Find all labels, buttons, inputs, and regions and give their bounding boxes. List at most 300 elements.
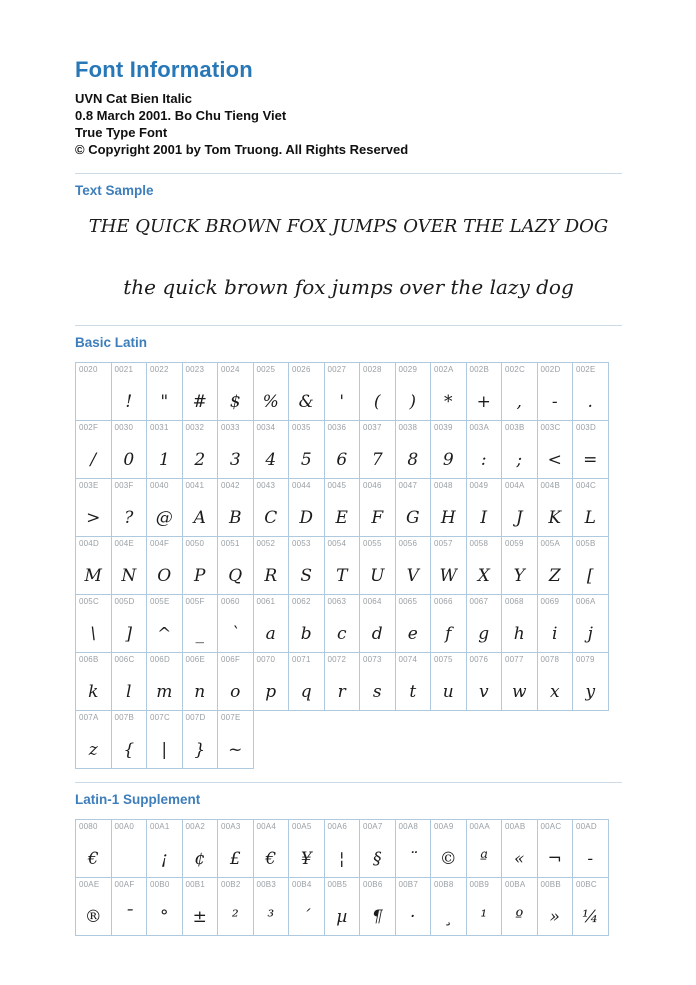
char-cell	[147, 711, 183, 769]
glyph-sample: H	[440, 508, 456, 528]
glyph-sample: z	[88, 740, 98, 760]
code-point-label: 0079	[576, 655, 595, 664]
char-cell	[111, 820, 147, 878]
code-point-label: 00A1	[150, 822, 170, 831]
code-point-label: 005F	[185, 597, 205, 606]
glyph-sample: \	[90, 624, 97, 644]
code-point-label: 0023	[185, 365, 205, 374]
code-point-label: 0069	[540, 597, 560, 606]
glyph-sample: 6	[336, 450, 348, 470]
char-cell	[466, 421, 502, 479]
glyph-sample: )	[409, 392, 417, 412]
code-point-label: 002D	[540, 365, 561, 374]
section-label-basic-latin: Basic Latin	[75, 335, 148, 350]
code-point-label: 0080	[79, 822, 98, 831]
char-cell	[324, 479, 360, 537]
code-point-label: 0055	[363, 539, 382, 548]
glyph-sample: .	[587, 392, 593, 412]
char-cell	[573, 653, 609, 711]
glyph-sample: €	[265, 849, 277, 869]
code-point-label: 006D	[150, 655, 170, 664]
char-cell	[111, 537, 147, 595]
glyph-sample: h	[513, 624, 525, 644]
glyph-sample: -	[587, 849, 594, 869]
code-point-label: 004E	[114, 539, 134, 548]
char-cell	[111, 711, 147, 769]
glyph-sample: ^	[157, 624, 172, 644]
char-cell	[431, 820, 467, 878]
glyph-sample: ·	[410, 907, 416, 927]
font-type: True Type Font	[75, 125, 168, 140]
code-point-label: 00A2	[185, 822, 205, 831]
char-cell	[395, 537, 431, 595]
char-cell	[182, 421, 218, 479]
code-point-label: 00BC	[576, 880, 597, 889]
code-point-label: 004C	[576, 481, 596, 490]
char-cell	[324, 878, 360, 936]
code-point-label: 0032	[185, 423, 205, 432]
char-cell	[147, 421, 183, 479]
glyph-sample: 3	[229, 450, 241, 470]
glyph-sample: ¼	[582, 907, 599, 927]
char-cell	[324, 363, 360, 421]
glyph-sample: ¸	[444, 907, 453, 927]
code-point-label: 0041	[185, 481, 205, 490]
code-point-label: 0058	[469, 539, 489, 548]
code-point-label: 00A4	[256, 822, 276, 831]
glyph-sample: '	[339, 392, 345, 412]
char-cell	[360, 363, 396, 421]
glyph-sample: >	[86, 508, 101, 528]
glyph-sample: M	[84, 566, 102, 586]
code-point-label: 00B1	[185, 880, 205, 889]
char-cell	[395, 479, 431, 537]
code-point-label: 0021	[114, 365, 134, 374]
glyph-sample: D	[299, 508, 314, 528]
glyph-sample: ®	[84, 907, 102, 927]
char-cell	[360, 878, 396, 936]
code-point-label: 0027	[327, 365, 347, 374]
glyph-sample: N	[121, 566, 137, 586]
code-point-label: 00B4	[292, 880, 312, 889]
glyph-sample: ¢	[194, 849, 206, 869]
char-cell	[147, 479, 183, 537]
code-point-label: 0053	[292, 539, 311, 548]
char-cell	[466, 479, 502, 537]
code-point-label: 003D	[576, 423, 596, 432]
char-cell	[253, 653, 289, 711]
char-cell	[360, 479, 396, 537]
code-point-label: 00A8	[398, 822, 418, 831]
char-cell	[76, 878, 112, 936]
glyph-sample: ?	[124, 508, 134, 528]
code-point-label: 00AE	[79, 880, 100, 889]
char-cell	[431, 421, 467, 479]
code-point-label: 0036	[327, 423, 347, 432]
glyph-sample: *	[444, 392, 453, 412]
code-point-label: 004D	[79, 539, 99, 548]
code-point-label: 0078	[540, 655, 560, 664]
char-row	[76, 421, 609, 479]
glyph-sample: a	[265, 624, 276, 644]
char-cell	[431, 479, 467, 537]
char-cell	[431, 878, 467, 936]
code-point-label: 0072	[327, 655, 347, 664]
glyph-sample: ª	[479, 849, 488, 869]
glyph-sample: V	[406, 566, 419, 586]
glyph-sample: d	[371, 624, 383, 644]
code-point-label: 00AF	[114, 880, 135, 889]
char-cell	[218, 363, 254, 421]
glyph-sample: -	[551, 392, 558, 412]
code-point-label: 005C	[79, 597, 99, 606]
char-cell	[111, 595, 147, 653]
char-cell	[502, 820, 538, 878]
text-sample-lowercase: the quick brown fox jumps over the lazy dog	[123, 275, 574, 299]
char-cell	[502, 363, 538, 421]
char-cell	[360, 537, 396, 595]
char-cell	[360, 820, 396, 878]
char-cell	[289, 595, 325, 653]
char-cell	[218, 653, 254, 711]
code-point-label: 006B	[79, 655, 99, 664]
char-cell	[537, 653, 573, 711]
glyph-sample: <	[547, 450, 562, 470]
code-point-label: 00A7	[363, 822, 383, 831]
char-row	[76, 820, 609, 878]
code-point-label: 0051	[221, 539, 240, 548]
glyph-sample: ²	[231, 907, 239, 927]
code-point-label: 00B8	[434, 880, 454, 889]
glyph-sample: u	[442, 682, 454, 702]
char-cell	[111, 363, 147, 421]
char-cell	[289, 363, 325, 421]
glyph-sample: 4	[265, 450, 277, 470]
char-cell	[253, 479, 289, 537]
code-point-label: 0020	[79, 365, 98, 374]
glyph-sample: {	[123, 740, 135, 760]
glyph-sample: &	[298, 392, 314, 412]
code-point-label: 0047	[398, 481, 418, 490]
char-row	[76, 595, 609, 653]
char-cell	[431, 363, 467, 421]
glyph-sample: Q	[228, 566, 243, 586]
char-cell	[431, 653, 467, 711]
char-cell	[324, 537, 360, 595]
glyph-sample: (	[373, 392, 381, 412]
char-cell	[502, 421, 538, 479]
glyph-sample: T	[336, 566, 348, 586]
code-point-label: 00B9	[469, 880, 489, 889]
glyph-sample: ±	[192, 907, 207, 927]
code-point-label: 0062	[292, 597, 311, 606]
char-cell	[218, 421, 254, 479]
glyph-sample: °	[160, 907, 169, 927]
char-cell	[537, 363, 573, 421]
char-cell	[111, 479, 147, 537]
font-copyright: © Copyright 2001 by Tom Truong. All Rights Reserved	[75, 142, 409, 157]
glyph-sample: q	[300, 682, 312, 702]
code-point-label: 0048	[434, 481, 453, 490]
code-point-label: 0034	[256, 423, 276, 432]
char-cell	[537, 479, 573, 537]
code-point-label: 0042	[221, 481, 240, 490]
char-cell	[147, 878, 183, 936]
code-point-label: 00BA	[505, 880, 526, 889]
glyph-sample: i	[552, 624, 558, 644]
section-divider	[75, 325, 622, 326]
glyph-sample: c	[336, 624, 347, 644]
section-divider	[75, 782, 622, 783]
glyph-sample: /	[90, 450, 97, 470]
glyph-sample: b	[300, 624, 312, 644]
char-cell	[395, 595, 431, 653]
code-point-label: 0073	[363, 655, 382, 664]
glyph-sample: ©	[439, 849, 457, 869]
char-cell	[76, 711, 112, 769]
glyph-sample: ¥	[300, 849, 312, 869]
code-point-label: 004F	[150, 539, 170, 548]
char-cell	[360, 421, 396, 479]
char-cell	[111, 653, 147, 711]
char-cell	[395, 421, 431, 479]
char-cell	[289, 537, 325, 595]
glyph-sample: ]	[125, 624, 133, 644]
glyph-sample: %	[262, 392, 279, 412]
char-row	[76, 878, 609, 936]
code-point-label: 00A0	[114, 822, 134, 831]
char-cell	[147, 820, 183, 878]
glyph-sample: L	[584, 508, 596, 528]
glyph-sample: U	[370, 566, 385, 586]
code-point-label: 00A5	[292, 822, 312, 831]
code-point-label: 0028	[363, 365, 382, 374]
glyph-sample: ¬	[547, 849, 562, 869]
code-point-label: 006E	[185, 655, 205, 664]
char-cell	[502, 537, 538, 595]
char-cell	[147, 653, 183, 711]
glyph-sample	[112, 868, 147, 877]
code-point-label: 0074	[398, 655, 418, 664]
glyph-sample: «	[514, 849, 525, 869]
char-row	[76, 537, 609, 595]
char-cell	[324, 653, 360, 711]
char-cell	[324, 820, 360, 878]
glyph-sample: n	[194, 682, 206, 702]
code-point-label: 002F	[79, 423, 99, 432]
glyph-sample: ¨	[408, 849, 417, 869]
char-cell	[218, 479, 254, 537]
char-cell	[466, 878, 502, 936]
code-point-label: 0024	[221, 365, 240, 374]
code-point-label: 003F	[114, 481, 134, 490]
code-point-label: 005D	[114, 597, 135, 606]
code-point-label: 007B	[114, 713, 134, 722]
code-point-label: 0066	[434, 597, 453, 606]
char-cell	[537, 421, 573, 479]
glyph-sample: ¶	[371, 907, 383, 927]
code-point-label: 0049	[469, 481, 489, 490]
glyph-sample: B	[229, 508, 242, 528]
basic-latin-char-grid	[75, 362, 609, 769]
char-cell	[218, 711, 254, 769]
code-point-label: 0054	[327, 539, 347, 548]
glyph-sample: 2	[194, 450, 206, 470]
code-point-label: 004B	[540, 481, 560, 490]
code-point-label: 0045	[327, 481, 347, 490]
glyph-sample: 1	[158, 450, 170, 470]
char-cell	[502, 653, 538, 711]
glyph-sample: »	[549, 907, 560, 927]
char-cell	[573, 537, 609, 595]
glyph-sample: s	[372, 682, 382, 702]
code-point-label: 003A	[469, 423, 489, 432]
code-point-label: 006A	[576, 597, 596, 606]
code-point-label: 0050	[185, 539, 205, 548]
char-cell	[537, 820, 573, 878]
char-cell	[253, 595, 289, 653]
page-title: Font Information	[75, 57, 253, 82]
glyph-sample: #	[192, 392, 207, 412]
char-cell	[111, 878, 147, 936]
code-point-label: 0059	[505, 539, 524, 548]
glyph-sample: :	[480, 450, 487, 470]
code-point-label: 0076	[469, 655, 489, 664]
char-cell	[502, 595, 538, 653]
char-cell	[289, 878, 325, 936]
glyph-sample: e	[407, 624, 418, 644]
char-cell	[573, 820, 609, 878]
char-cell	[573, 421, 609, 479]
char-cell	[76, 421, 112, 479]
glyph-sample: R	[264, 566, 278, 586]
glyph-sample: "	[160, 392, 169, 412]
char-cell	[395, 878, 431, 936]
code-point-label: 00AC	[540, 822, 562, 831]
code-point-label: 006C	[114, 655, 135, 664]
code-point-label: 00AB	[505, 822, 526, 831]
glyph-sample: 9	[442, 450, 454, 470]
glyph-sample: }	[194, 740, 206, 760]
section-divider	[75, 173, 622, 174]
char-cell	[253, 878, 289, 936]
code-point-label: 0026	[292, 365, 311, 374]
code-point-label: 00B3	[256, 880, 276, 889]
code-point-label: 005A	[540, 539, 560, 548]
char-row	[76, 479, 609, 537]
char-cell	[182, 653, 218, 711]
glyph-sample: w	[511, 682, 527, 702]
glyph-sample: f	[445, 624, 452, 644]
char-cell	[466, 537, 502, 595]
char-cell	[218, 595, 254, 653]
char-cell	[76, 479, 112, 537]
char-cell	[395, 653, 431, 711]
code-point-label: 00B0	[150, 880, 170, 889]
code-point-label: 00B5	[327, 880, 347, 889]
code-point-label: 0033	[221, 423, 240, 432]
char-row	[76, 363, 609, 421]
glyph-sample: Y	[513, 566, 525, 586]
glyph-sample: l	[126, 682, 132, 702]
char-cell	[76, 820, 112, 878]
char-cell	[466, 595, 502, 653]
code-point-label: 007C	[150, 713, 170, 722]
char-cell	[76, 653, 112, 711]
code-point-label: 0070	[256, 655, 276, 664]
code-point-label: 0071	[292, 655, 311, 664]
char-cell	[76, 595, 112, 653]
code-point-label: 002B	[469, 365, 489, 374]
char-cell	[218, 820, 254, 878]
char-cell	[537, 878, 573, 936]
glyph-sample: ´	[302, 907, 311, 927]
code-point-label: 003B	[505, 423, 525, 432]
glyph-sample: @	[155, 508, 173, 528]
char-cell	[182, 595, 218, 653]
char-cell	[537, 537, 573, 595]
char-cell	[289, 421, 325, 479]
code-point-label: 0068	[505, 597, 524, 606]
glyph-sample: ~	[228, 740, 243, 760]
glyph-sample: º	[515, 907, 524, 927]
glyph-sample: J	[515, 508, 523, 528]
char-cell	[324, 421, 360, 479]
code-point-label: 00AA	[469, 822, 490, 831]
code-point-label: 0064	[363, 597, 382, 606]
char-cell	[289, 653, 325, 711]
glyph-sample: K	[548, 508, 562, 528]
glyph-sample: |	[161, 740, 168, 760]
code-point-label: 00B6	[363, 880, 383, 889]
char-cell	[147, 537, 183, 595]
glyph-sample: x	[549, 682, 560, 702]
char-row	[76, 711, 609, 769]
glyph-sample: G	[405, 508, 420, 528]
glyph-sample: y	[585, 682, 596, 702]
char-cell	[502, 878, 538, 936]
glyph-sample: +	[476, 392, 491, 412]
code-point-label: 0037	[363, 423, 382, 432]
code-point-label: 00A6	[327, 822, 347, 831]
code-point-label: 007E	[221, 713, 241, 722]
code-point-label: 006F	[221, 655, 241, 664]
code-point-label: 005E	[150, 597, 170, 606]
latin1-supplement-char-grid	[75, 819, 609, 936]
glyph-sample	[76, 411, 111, 420]
glyph-sample: 8	[407, 450, 419, 470]
text-sample-uppercase: THE QUICK BROWN FOX JUMPS OVER THE LAZY DOG	[88, 216, 609, 237]
char-cell	[395, 820, 431, 878]
glyph-sample: ¦	[338, 849, 345, 869]
glyph-sample: €	[87, 849, 99, 869]
code-point-label: 0056	[398, 539, 418, 548]
char-cell	[466, 820, 502, 878]
code-point-label: 0038	[398, 423, 418, 432]
code-point-label: 0022	[150, 365, 169, 374]
glyph-sample: r	[337, 682, 346, 702]
code-point-label: 0057	[434, 539, 453, 548]
code-point-label: 002A	[434, 365, 454, 374]
glyph-sample: Z	[548, 566, 561, 586]
char-cell	[182, 820, 218, 878]
glyph-sample: j	[587, 624, 593, 644]
glyph-sample: g	[478, 624, 490, 644]
char-row	[76, 653, 609, 711]
glyph-sample: C	[264, 508, 278, 528]
char-cell	[218, 537, 254, 595]
code-point-label: 0060	[221, 597, 240, 606]
